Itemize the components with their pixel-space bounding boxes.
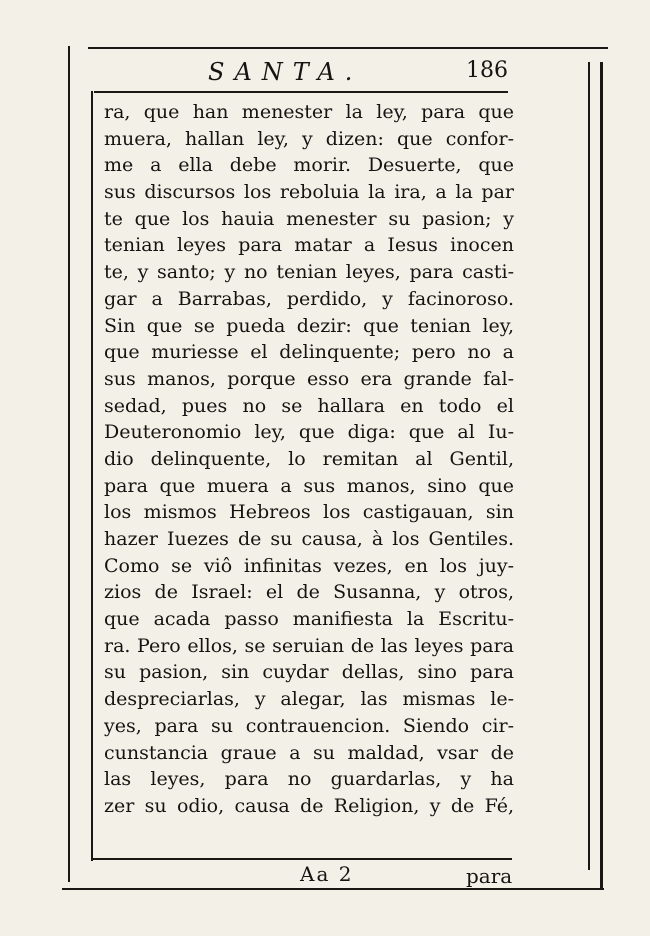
- signature-mark: Aa 2: [300, 862, 354, 886]
- text-line: que acada passo manifiesta la Escritu-: [104, 608, 514, 631]
- text-line: me a ella debe morir. Desuerte, que: [104, 154, 514, 177]
- text-line: para que muera a sus manos, sino que: [104, 474, 514, 497]
- frame-rule-left-inner: [91, 91, 93, 861]
- text-line: sus discursos los reboluia la ira, a la par: [104, 181, 514, 204]
- text-line: ra, que han menester la ley, para que: [104, 101, 514, 123]
- text-line: dio delinquente, lo remitan al Gentil,: [104, 447, 514, 470]
- text-line: Como se viô infinitas vezes, en los juy-: [104, 554, 514, 577]
- text-line: yes, para su contrauencion. Siendo cir-: [104, 714, 514, 737]
- page-number: 186: [466, 58, 508, 83]
- text-line: gar a Barrabas, perdido, y facinoroso.: [104, 287, 514, 310]
- frame-rule-bottom-outer: [62, 888, 604, 890]
- text-line: ra. Pero ellos, se seruian de las leyes para: [104, 634, 514, 657]
- frame-rule-right-inner: [588, 62, 590, 870]
- text-line: zios de Israel: el de Susanna, y otros,: [104, 581, 514, 604]
- text-line: despreciarlas, y alegar, las mismas le-: [104, 688, 514, 711]
- text-line: que muriesse el delinquente; pero no a: [104, 341, 514, 364]
- text-line: los mismos Hebreos los castigauan, sin: [104, 501, 514, 524]
- text-line: hazer Iuezes de su causa, à los Gentiles.: [104, 528, 514, 550]
- body-text: [104, 99, 514, 820]
- text-line: zer su odio, causa de Religion, y de Fé,: [104, 794, 514, 817]
- text-line: las leyes, para no guardarlas, y ha: [104, 768, 514, 791]
- frame-rule-right-outer: [600, 62, 603, 888]
- text-line: tenian leyes para matar a Iesus inocen: [104, 234, 514, 257]
- text-line: te que los hauia menester su pasion; y: [104, 207, 514, 230]
- frame-rule-left-outer: [68, 46, 70, 882]
- running-title: SANTA.: [208, 58, 363, 86]
- text-line: te, y santo; y no tenian leyes, para casti-: [104, 261, 514, 284]
- text-line: muera, hallan ley, y dizen: que confor-: [104, 127, 514, 150]
- catchword: para: [466, 864, 513, 888]
- text-line: sedad, pues no se hallara en todo el: [104, 394, 514, 417]
- frame-rule-top-outer: [88, 47, 608, 49]
- frame-rule-top-inner: [94, 91, 508, 93]
- frame-rule-bottom-inner: [92, 858, 512, 860]
- text-line: Deuteronomio ley, que diga: que al Iu-: [104, 421, 514, 444]
- text-line: sus manos, porque esso era grande fal-: [104, 367, 514, 390]
- text-line: cunstancia graue a su maldad, vsar de: [104, 741, 514, 764]
- text-line: Sin que se pueda dezir: que tenian ley,: [104, 314, 514, 337]
- text-line: su pasion, sin cuydar dellas, sino para: [104, 661, 514, 684]
